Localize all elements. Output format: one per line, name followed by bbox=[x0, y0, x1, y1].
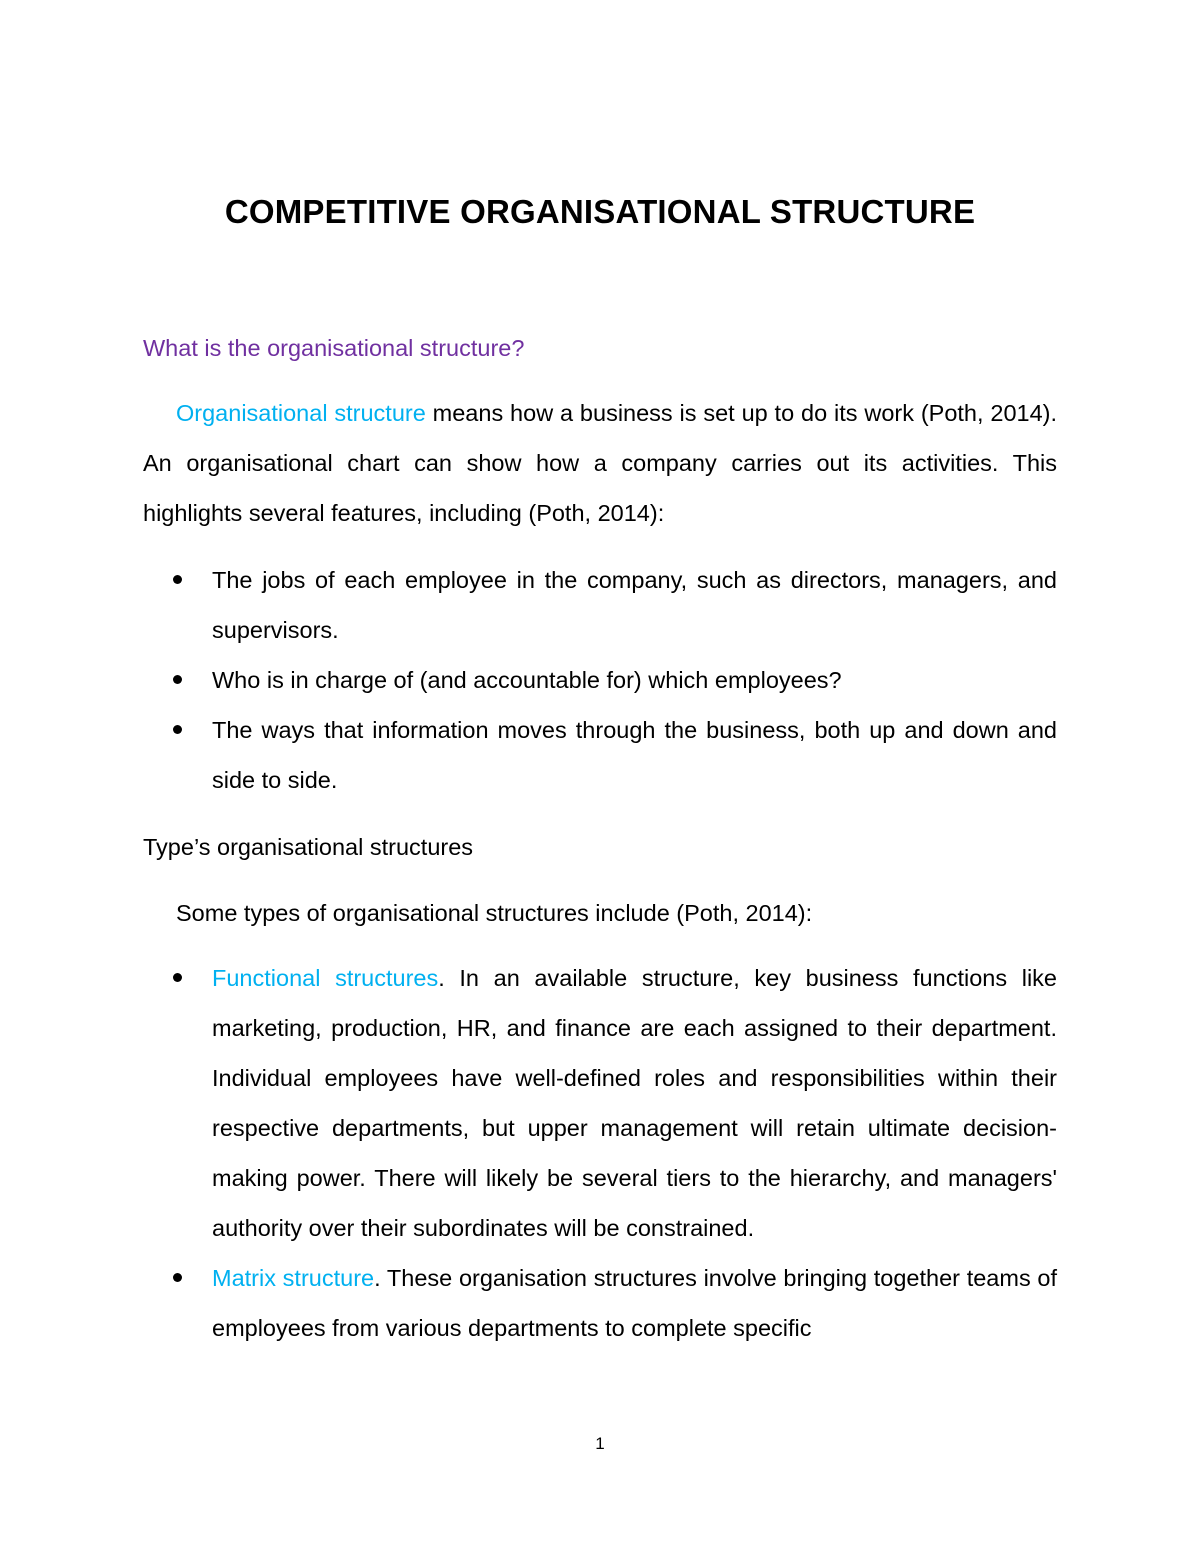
document-title: COMPETITIVE ORGANISATIONAL STRUCTURE bbox=[224, 193, 976, 230]
feature-text: Who is in charge of (and accountable for) which employees? bbox=[212, 667, 842, 693]
bullet-icon bbox=[173, 675, 182, 684]
type-text: . These organisation structures involve bringing together teams of employees from various departments to complete specific bbox=[212, 1265, 1057, 1341]
type-term: Matrix structure bbox=[212, 1265, 375, 1291]
types-label: Type’s organisational structures bbox=[143, 834, 474, 860]
type-text: . In an available structure, key business functions like marketing, production, HR, and finance are each assigned to their department. Individual employees have well-defined roles and responsibilities within their respective departments, but upper management will retain ultimate decision-making power. There will likely be several tiers to the hierarchy, and managers' authority over their subordinates will be constrained. bbox=[212, 965, 1057, 1241]
list-item bbox=[143, 555, 1057, 655]
feature-text: The jobs of each employee in the company, such as directors, managers, and supervisors. bbox=[212, 567, 1057, 643]
feature-text: The ways that information moves through the business, both up and down and side to side. bbox=[212, 717, 1057, 793]
bullet-icon bbox=[173, 1273, 182, 1282]
intro-term: Organisational structure bbox=[176, 400, 426, 426]
intro-paragraph bbox=[143, 388, 1057, 538]
bullet-icon bbox=[173, 575, 182, 584]
section-heading: What is the organisational structure? bbox=[143, 335, 525, 361]
type-term: Functional structures bbox=[212, 965, 439, 991]
list-item bbox=[143, 705, 1057, 805]
types-list bbox=[143, 953, 1057, 1353]
features-list bbox=[143, 555, 1057, 805]
list-item bbox=[143, 1253, 1057, 1353]
bullet-icon bbox=[173, 725, 182, 734]
page-number: 1 bbox=[595, 1434, 605, 1453]
bullet-icon bbox=[173, 973, 182, 982]
intro-text: means how a business is set up to do its work (Poth, 2014). An organisational chart can show how a company carries out its activities. This highlights several features, including (Poth, 2014): bbox=[143, 400, 1058, 526]
types-intro: Some types of organisational structures include (Poth, 2014): bbox=[176, 900, 813, 926]
list-item bbox=[143, 953, 1057, 1253]
list-item bbox=[143, 655, 1057, 705]
